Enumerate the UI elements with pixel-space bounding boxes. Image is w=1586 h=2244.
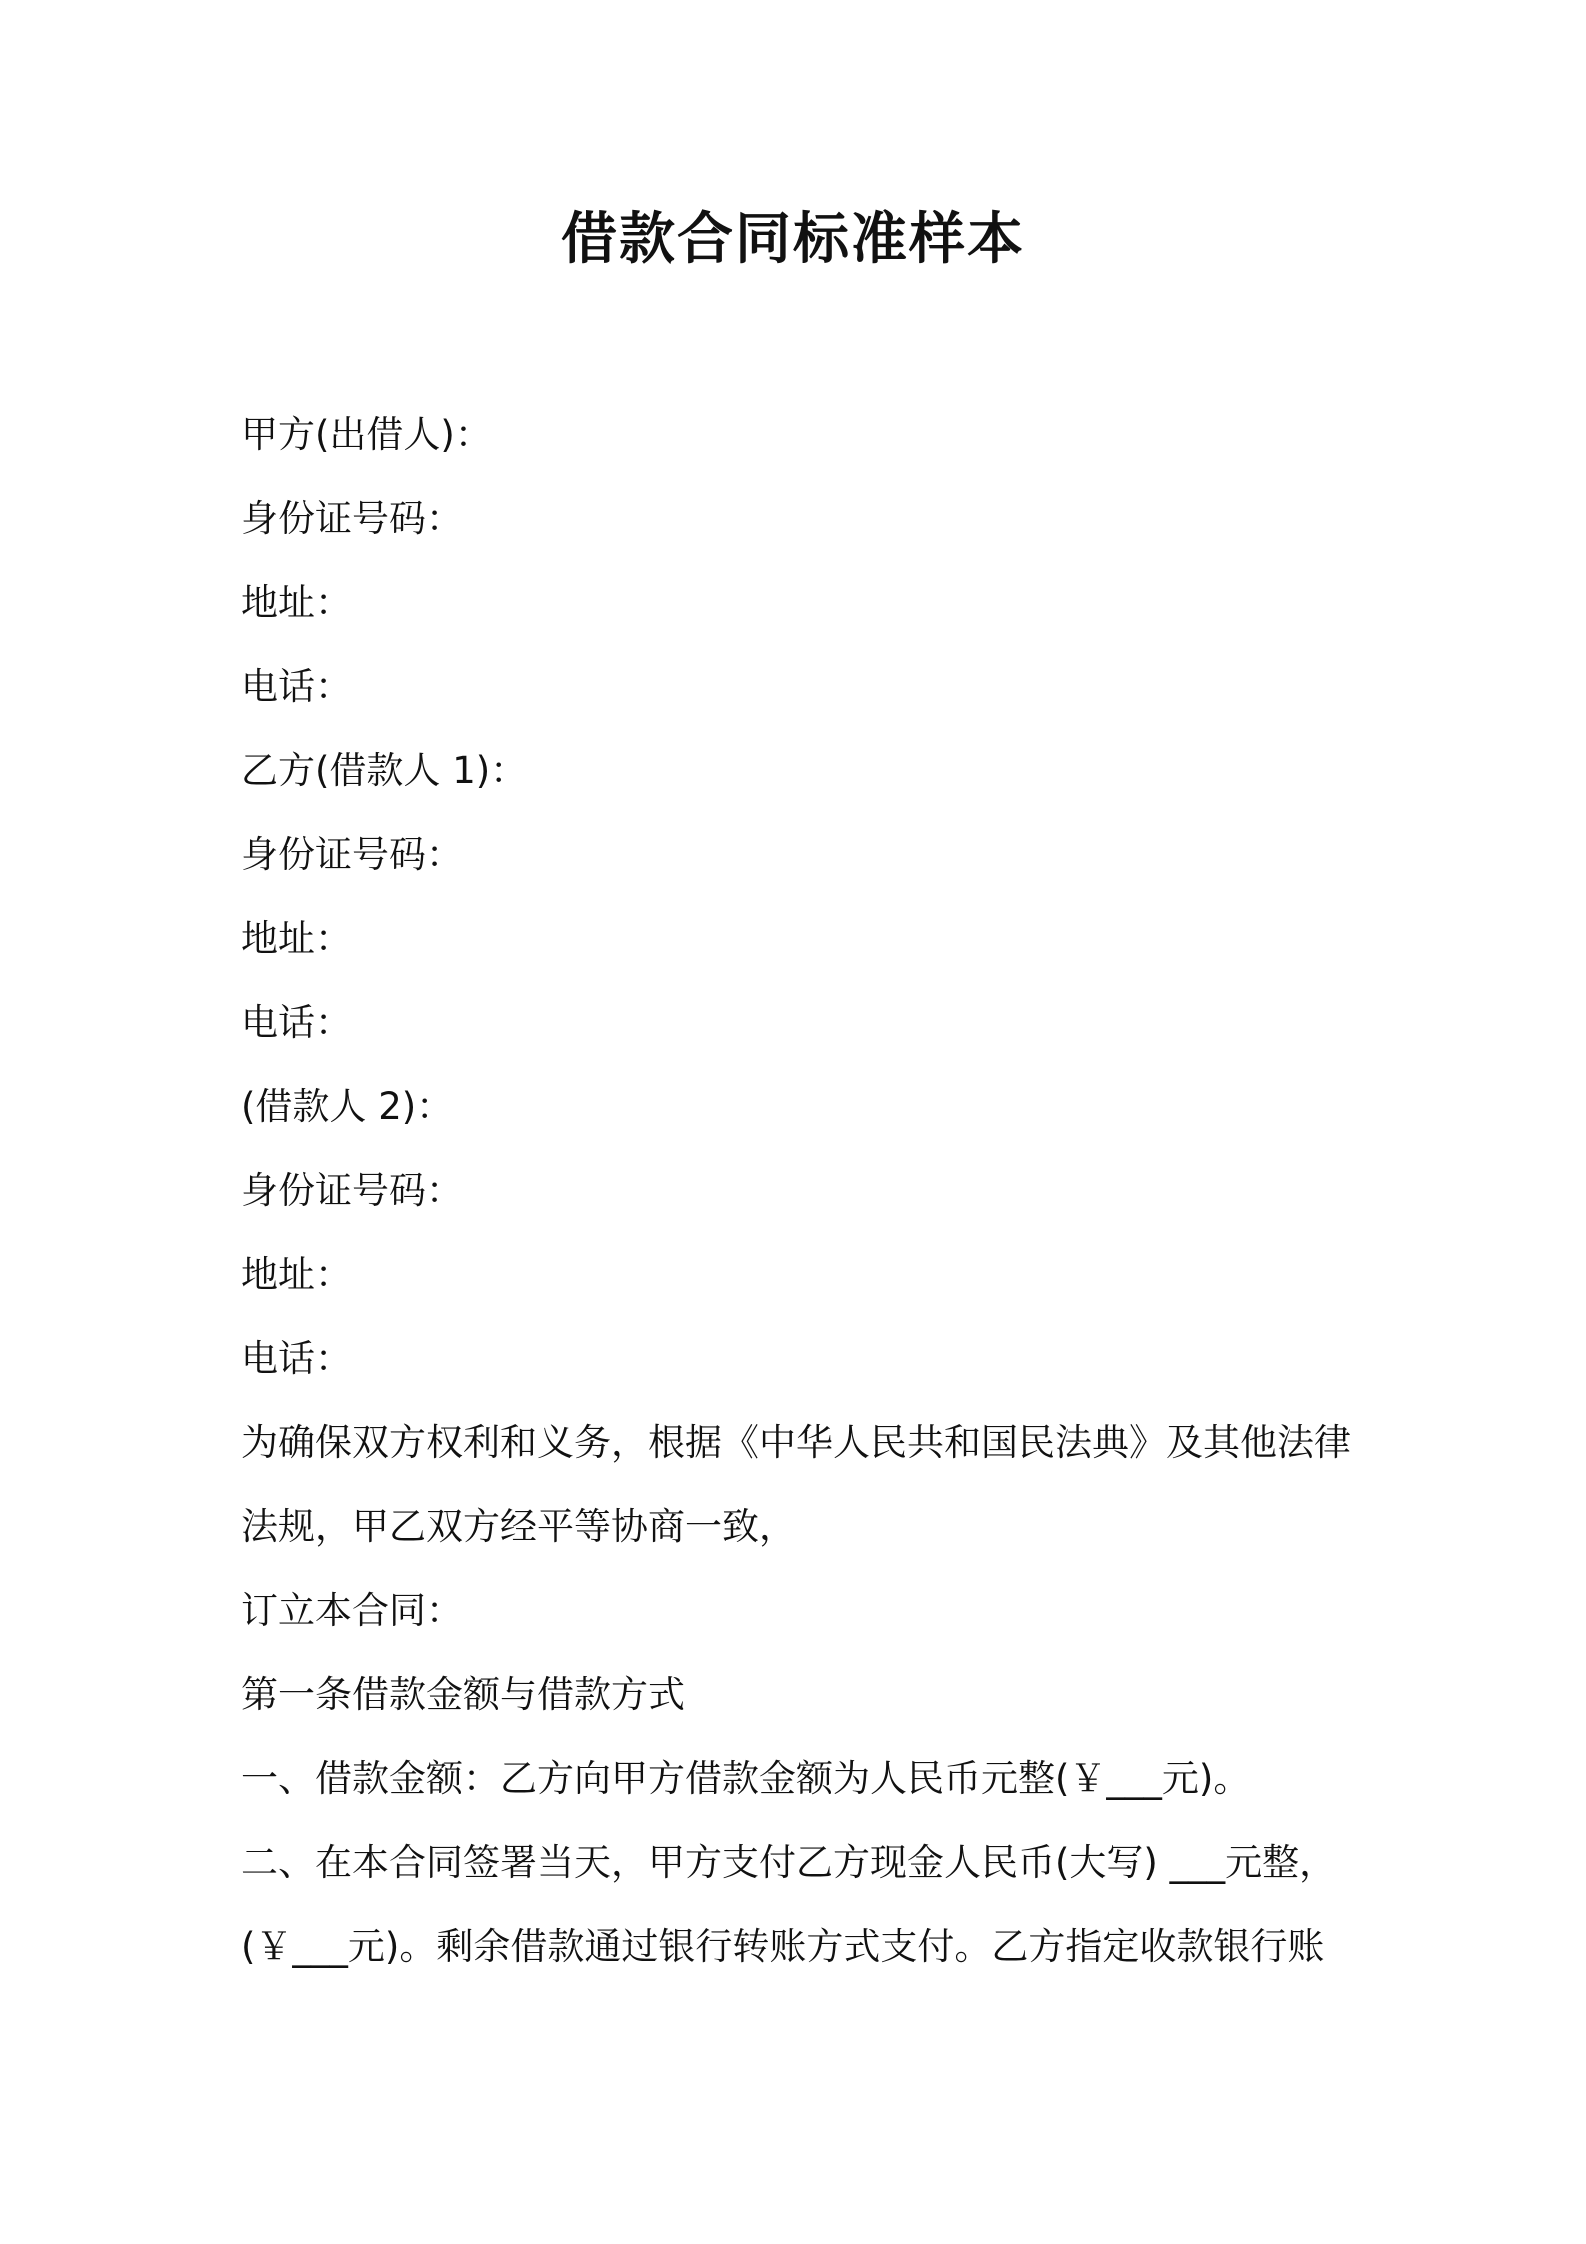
borrower2-label: (借款人 2)： — [241, 1085, 454, 1128]
preamble-line-3: 订立本合同： — [241, 1589, 463, 1632]
lender-id-label: 身份证号码： — [241, 497, 463, 540]
preamble-line-1: 为确保双方权利和义务，根据《中华人民共和国民法典》及其他法律 — [241, 1421, 1351, 1464]
borrower2-phone-label: 电话： — [241, 1337, 352, 1380]
borrower1-label: 乙方(借款人 1)： — [241, 749, 528, 792]
lender-address-label: 地址： — [241, 581, 352, 624]
borrower2-id-label: 身份证号码： — [241, 1169, 463, 1212]
article-1-clause-1: 一、借款金额：乙方向甲方借款金额为人民币元整(￥___元)。 — [241, 1757, 1251, 1800]
borrower1-id-label: 身份证号码： — [241, 833, 463, 876]
article-1-clause-2-cont: (￥___元)。剩余借款通过银行转账方式支付。乙方指定收款银行账 — [241, 1925, 1325, 1968]
document-title: 借款合同标准样本 — [561, 207, 1025, 272]
borrower1-phone-label: 电话： — [241, 1001, 352, 1044]
borrower2-address-label: 地址： — [241, 1253, 352, 1296]
document-body — [241, 405, 1361, 2001]
lender-phone-label: 电话： — [241, 665, 352, 708]
article-1-heading: 第一条借款金额与借款方式 — [241, 1673, 685, 1716]
article-1-clause-2: 二、在本合同签署当天，甲方支付乙方现金人民币(大写) ___元整， — [241, 1841, 1337, 1884]
lender-label: 甲方(出借人)： — [241, 413, 492, 456]
preamble-line-2: 法规，甲乙双方经平等协商一致， — [241, 1505, 796, 1548]
borrower1-address-label: 地址： — [241, 917, 352, 960]
